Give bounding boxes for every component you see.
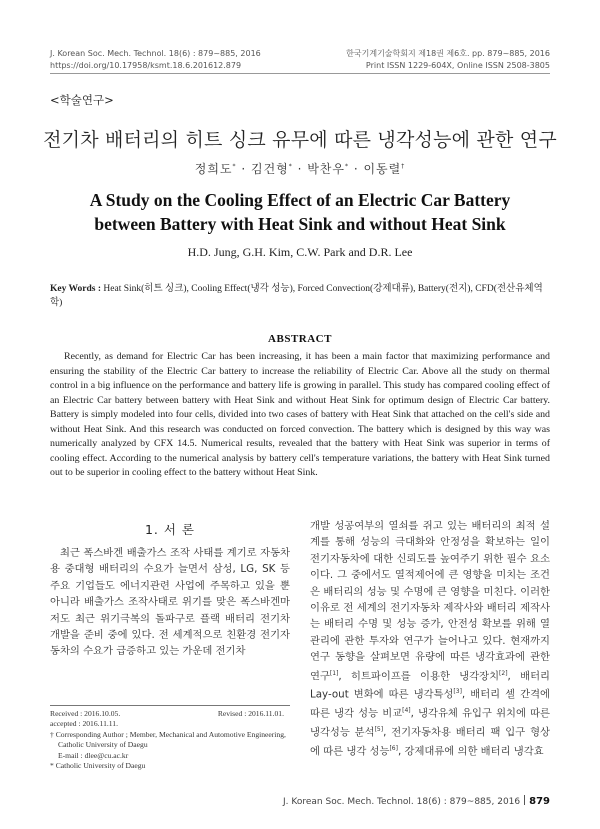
abstract-heading: ABSTRACT [268,333,332,345]
author-name: 이동렬 [363,162,402,176]
section-heading-introduction: 1. 서 론 [144,522,196,537]
header-issn: Print ISSN 1229-604X, Online ISSN 2508-3805 [365,61,550,70]
citation-ref: [2] [499,669,508,677]
header-doi: https://doi.org/10.17958/ksmt.18.6.201612.879 [50,61,242,70]
article-category: <학술연구> [50,93,114,107]
author-affiliation: * Catholic University of Daegu [50,761,146,771]
author-separator: · [292,162,308,176]
page-title-english [60,188,540,236]
citation-ref: [3] [453,688,462,696]
authors-english: H.D. Jung, G.H. Kim, C.W. Park and D.R. Lee [187,245,413,259]
page-title-korean: 전기차 배터리의 히트 싱크 유무에 따른 냉각성능에 관한 연구 [43,129,557,151]
title-line: between Battery with Heat Sink and without Heat Sink [94,214,506,234]
corresponding-author: † Corresponding Author ; Member, Mechanical and Automotive Engineering, Catholic University of Daegu [50,729,286,750]
author-mark: † [401,163,406,170]
keywords [50,282,550,310]
received-date: Received : 2016.10.05. [50,709,121,718]
author-separator: · [236,162,251,176]
intro-text: , 배터리 Lay-out 변화에 따른 냉각특성 [310,670,550,701]
page-number: 879 [529,796,550,807]
header-rule [50,73,550,74]
keywords-label: Key Words : [50,284,104,294]
citation-ref: [4] [402,707,411,715]
footer-journal: J. Korean Soc. Mech. Technol. 18(6) : 879~885, 2016 [283,797,521,807]
citation-ref: [5] [374,726,384,734]
intro-text: , 전기자동차용 배터리 팩 입구 형상에 따른 냉각 성능 [310,726,550,758]
intro-text-left-column: 최근 폭스바겐 배출가스 조작 사태를 계기로 자동차용 중대형 배터리의 수요가 늘면서 삼성, LG, SK 등 주요 기업들도 에너지관련 사업에 주목하고 있을 뿐 아니라 배출가스 조작사태로 위기를 맞은 폭스바겐마저도 최근 위기극복의 돌파구로 플랙 배터리 전기차 개발을 준비 중에 있다. 전 세계적으로 친환경 전기자동차의 수요가 급증하고 있는 가운데 전기차 [50,547,290,658]
footnote-rule [50,705,290,706]
intro-text: , 강제대류에 의한 배터리 냉각효 [397,745,544,758]
intro-text-right-column [310,518,550,760]
author-mark: * [288,163,293,170]
accepted-date: accepted : 2016.11.11. [50,719,118,729]
author-mark: * [345,163,349,170]
header-journal-citation: J. Korean Soc. Mech. Technol. 18(6) : 879~885, 2016 [50,49,261,58]
page-footer [283,795,550,807]
author-name: 박찬우 [307,162,345,176]
author-email: E-mail : dlee@cu.ac.kr [58,750,129,760]
author-separator: · [349,162,364,176]
footnotes [50,709,290,771]
citation-ref: [1] [329,669,339,677]
author-name: 정희도 [194,162,233,176]
intro-text: , 냉각유체 유입구 위치에 따른 냉각성능 분석 [310,707,550,739]
author-mark: * [232,163,237,170]
revised-date: Revised : 2016.11.01. [217,709,284,718]
intro-text: 개발 성공여부의 열쇠를 쥐고 있는 배터리의 최적 설계를 통해 성능의 극대화와 안정성을 확보하는 일이 전기자동차에 대한 신뢰도를 높여주기 위한 필수 요소이다. 그 중에서도 열적제어에 큰 영향을 미치는 조건은 배터리의 성능 및 수명에 큰 영향을 미친다. 이러한 이유로 전 세계의 전기자동차 제작사와 배터리 제작사는 배터리 수명 및 성능 증가, 안전성 확보를 위해 열 관리에 관한 투자와 연구가 늘어나고 있다. 현재까지 연구 동향을 살펴보면 유량에 따른 냉각효과에 관한 연구 [310,520,550,683]
footer-divider [524,795,525,805]
title-line: A Study on the Cooling Effect of an Electric Car Battery [89,190,511,210]
abstract-body: Recently, as demand for Electric Car has been increasing, it has been a main factor that maximizing performance and ensuring the stability of the Electric Car battery to increase the reliability of Electric Car. Above all the study on thermal control in a big influence on the performance and battery life is growing in parallel. This study has compared cooling effect of an Electric Car battery between battery with Heat Sink and without Heat Sink for optimum design of Electric Car battery. Battery is simply modeled into four cells, divided into two cases of battery with Heat Sink that attached on the cell's side and without Heat Sink. And this research was conducted on forced convection. The battery which is designed by this way was numerically analyzed by CFX 14.5. Numerical results, revealed that the battery with Heat Sink was superior in terms of cooling effect. According to the numerical analysis by battery cell's temperature variations, the battery with Heat Sink turned out to be superior in cooling effect to the battery without Heat Sink. [50,351,550,478]
intro-text: , 배터리 셀 간격에 따른 냉각 성능 비교 [310,688,550,720]
footnote-dates [50,709,290,719]
header-journal-citation-korean: 한국기계기술학회지 제18권 제6호. pp. 879~885, 2016 [346,49,550,58]
citation-ref: [6] [389,744,398,752]
keywords-text: Heat Sink(히트 싱크), Cooling Effect(냉각 성능), Forced Convection(강제대류), Battery(전지), CFD(전산유체역학) [50,284,543,308]
intro-text: , 히트파이프를 이용한 냉각장치 [338,670,500,683]
authors-korean [0,160,600,177]
author-name: 김건형 [250,162,289,176]
